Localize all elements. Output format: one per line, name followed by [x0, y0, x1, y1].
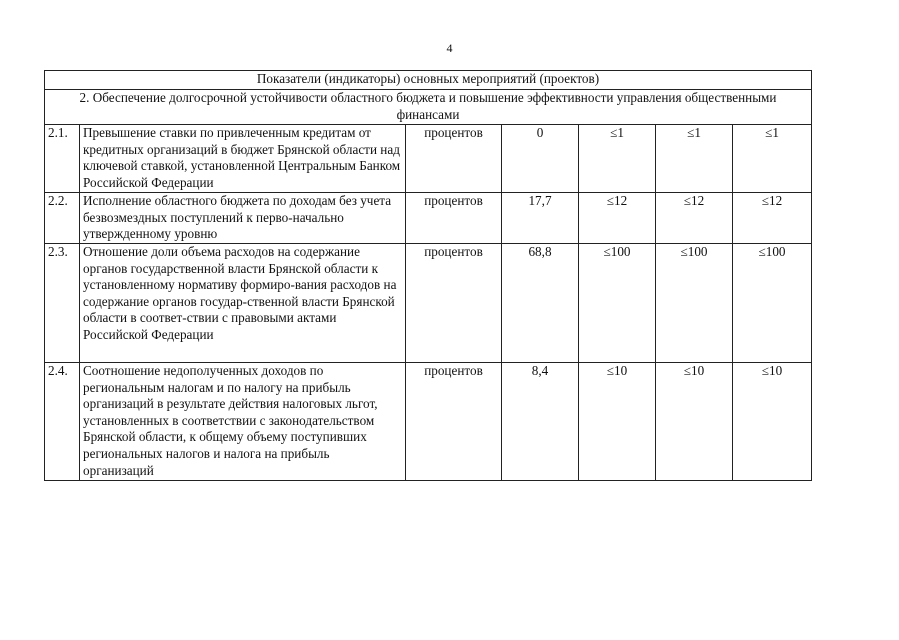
- unit-cell: процентов: [406, 193, 502, 244]
- value-cell-2: ≤10: [579, 363, 656, 481]
- value-cell-3: ≤12: [656, 193, 733, 244]
- section-row: [45, 90, 812, 125]
- unit-cell: процентов: [406, 363, 502, 481]
- indicator-name: Превышение ставки по привлеченным кредитам от кредитных организаций в бюджет Брянской области над ключевой ставкой, установленной Центральным Банком Российской Федерации: [80, 125, 406, 193]
- value-cell-1: 17,7: [502, 193, 579, 244]
- row-number: 2.4.: [45, 363, 80, 481]
- row-number: 2.1.: [45, 125, 80, 193]
- table-header-row: [45, 71, 812, 90]
- row-number: 2.3.: [45, 244, 80, 363]
- row-number: 2.2.: [45, 193, 80, 244]
- indicators-table: [44, 70, 812, 481]
- value-cell-2: ≤100: [579, 244, 656, 363]
- table-row: [45, 193, 812, 244]
- value-cell-2: ≤12: [579, 193, 656, 244]
- table-row: [45, 363, 812, 481]
- unit-cell: процентов: [406, 125, 502, 193]
- table-row: [45, 244, 812, 363]
- value-cell-3: ≤1: [656, 125, 733, 193]
- unit-cell: процентов: [406, 244, 502, 363]
- indicator-name: Исполнение областного бюджета по доходам без учета безвозмездных поступлений к перво-начально утвержденному уровню: [80, 193, 406, 244]
- value-cell-1: 68,8: [502, 244, 579, 363]
- section-title: 2. Обеспечение долгосрочной устойчивости областного бюджета и повышение эффективности управления общественными финансами: [45, 90, 812, 125]
- value-cell-4: ≤12: [733, 193, 812, 244]
- table-row: [45, 125, 812, 193]
- value-cell-4: ≤10: [733, 363, 812, 481]
- value-cell-1: 0: [502, 125, 579, 193]
- table-header: Показатели (индикаторы) основных мероприятий (проектов): [45, 71, 812, 90]
- indicator-name: Соотношение недополученных доходов по региональным налогам и по налогу на прибыль организаций в результате действия налоговых льгот, установленных в соответствии с законодательством Брянской области, к общему объему поступивших региональных налогов и налога на прибыль организаций: [80, 363, 406, 481]
- page-number: 4: [446, 41, 453, 55]
- value-cell-1: 8,4: [502, 363, 579, 481]
- value-cell-3: ≤100: [656, 244, 733, 363]
- value-cell-2: ≤1: [579, 125, 656, 193]
- indicator-name: Отношение доли объема расходов на содержание органов государственной власти Брянской области к установленному нормативу формиро-вания расходов на содержание органов государ-ственной власти Брянской области в соответ-ствии с правовыми актами Российской Федерации: [80, 244, 406, 363]
- value-cell-3: ≤10: [656, 363, 733, 481]
- value-cell-4: ≤1: [733, 125, 812, 193]
- value-cell-4: ≤100: [733, 244, 812, 363]
